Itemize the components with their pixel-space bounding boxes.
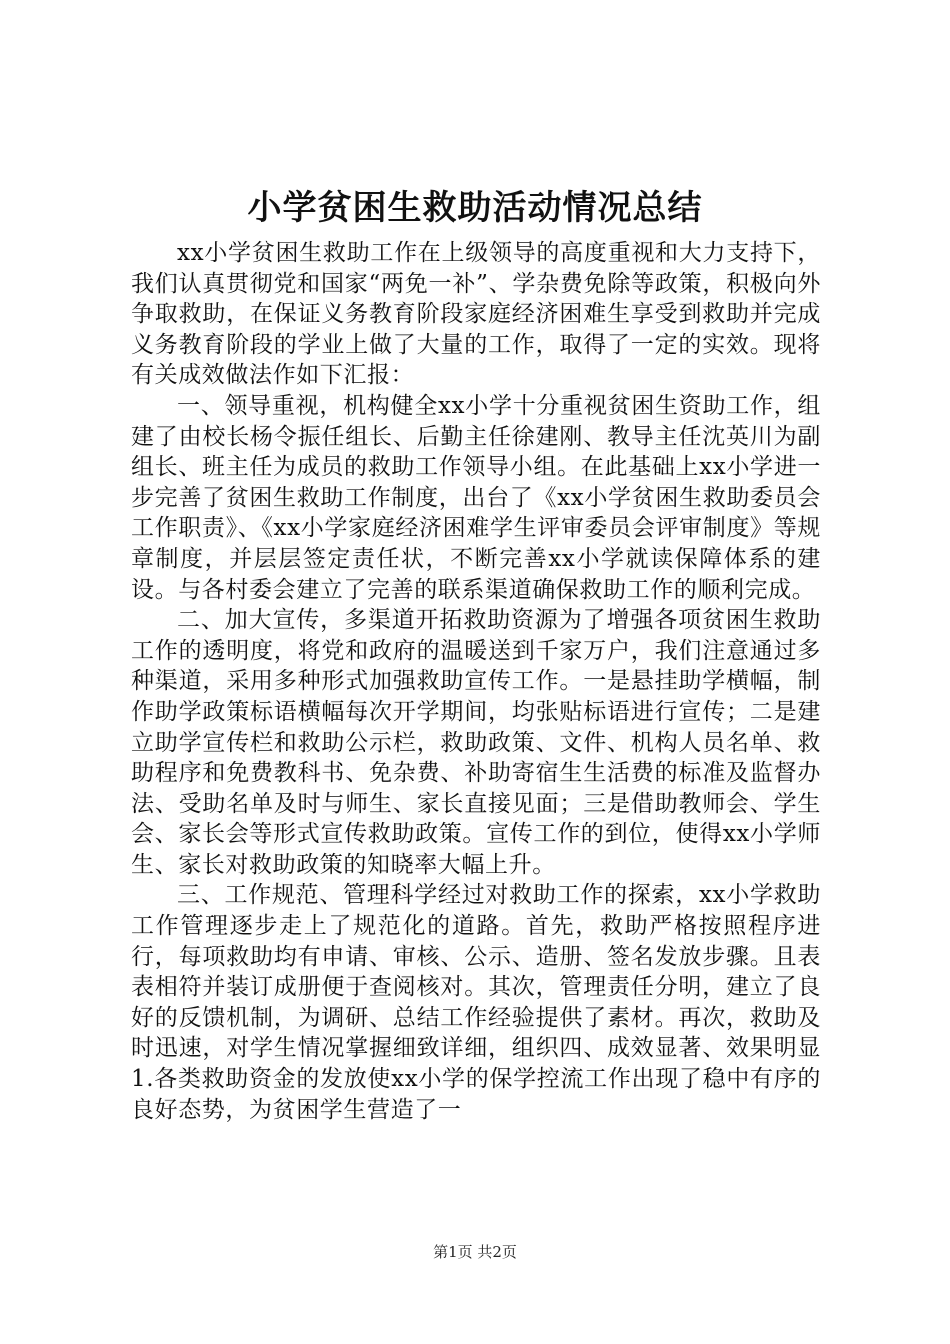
paragraph-management: 三、工作规范、管理科学经过对救助工作的探索，xx小学救助工作管理逐步走上了规范化的道路。首先，救助严格按照程序进行，每项救助均有申请、审核、公示、造册、签名发放步骤。且表表相符并装订成册便于查阅核对。其次，管理责任分明，建立了良好的反馈机制，为调研、总结工作经验提供了素材。再次，救助及时迅速，对学生情况掌握细致详细，组织四、成效显著、效果明显1.各类救助资金的发放使xx小学的保学控流工作出现了稳中有序的良好态势，为贫困学生营造了一 xyxy=(131,882,821,1123)
paragraph-publicity: 二、加大宣传，多渠道开拓救助资源为了增强各项贫困生救助工作的透明度，将党和政府的温暖送到千家万户，我们注意通过多种渠道，采用多种形式加强救助宣传工作。一是悬挂助学横幅，制作助学政策标语横幅每次开学期间，均张贴标语进行宣传；二是建立助学宣传栏和救助公示栏，救助政策、文件、机构人员名单、救助程序和免费教科书、免杂费、补助寄宿生生活费的标准及监督办法、受助名单及时与师生、家长直接见面；三是借助教师会、学生会、家长会等形式宣传救助政策。宣传工作的到位，使得xx小学师生、家长对救助政策的知晓率大幅上升。 xyxy=(131,607,821,878)
paragraph-leadership: 一、领导重视，机构健全xx小学十分重视贫困生资助工作，组建了由校长杨令振任组长、后勤主任徐建刚、教导主任沈英川为副组长、班主任为成员的救助工作领导小组。在此基础上xx小学进一步完善了贫困生救助工作制度，出台了《xx小学贫困生救助委员会工作职责》、《xx小学家庭经济困难学生评审委员会评审制度》等规章制度，并层层签定责任状，不断完善xx小学就读保障体系的建设。与各村委会建立了完善的联系渠道确保救助工作的顺利完成。 xyxy=(131,392,821,603)
document-body xyxy=(131,238,821,1125)
document-title: 小学贫困生救助活动情况总结 xyxy=(247,188,703,228)
page-footer: 第1页 共2页 xyxy=(433,1243,517,1261)
paragraph-intro: xx小学贫困生救助工作在上级领导的高度重视和大力支持下，我们认真贯彻党和国家“两免一补”、学杂费免除等政策，积极向外争取救助，在保证义务教育阶段家庭经济困难生享受到救助并完成义务教育阶段的学业上做了大量的工作，取得了一定的实效。现将有关成效做法作如下汇报： xyxy=(131,240,821,389)
